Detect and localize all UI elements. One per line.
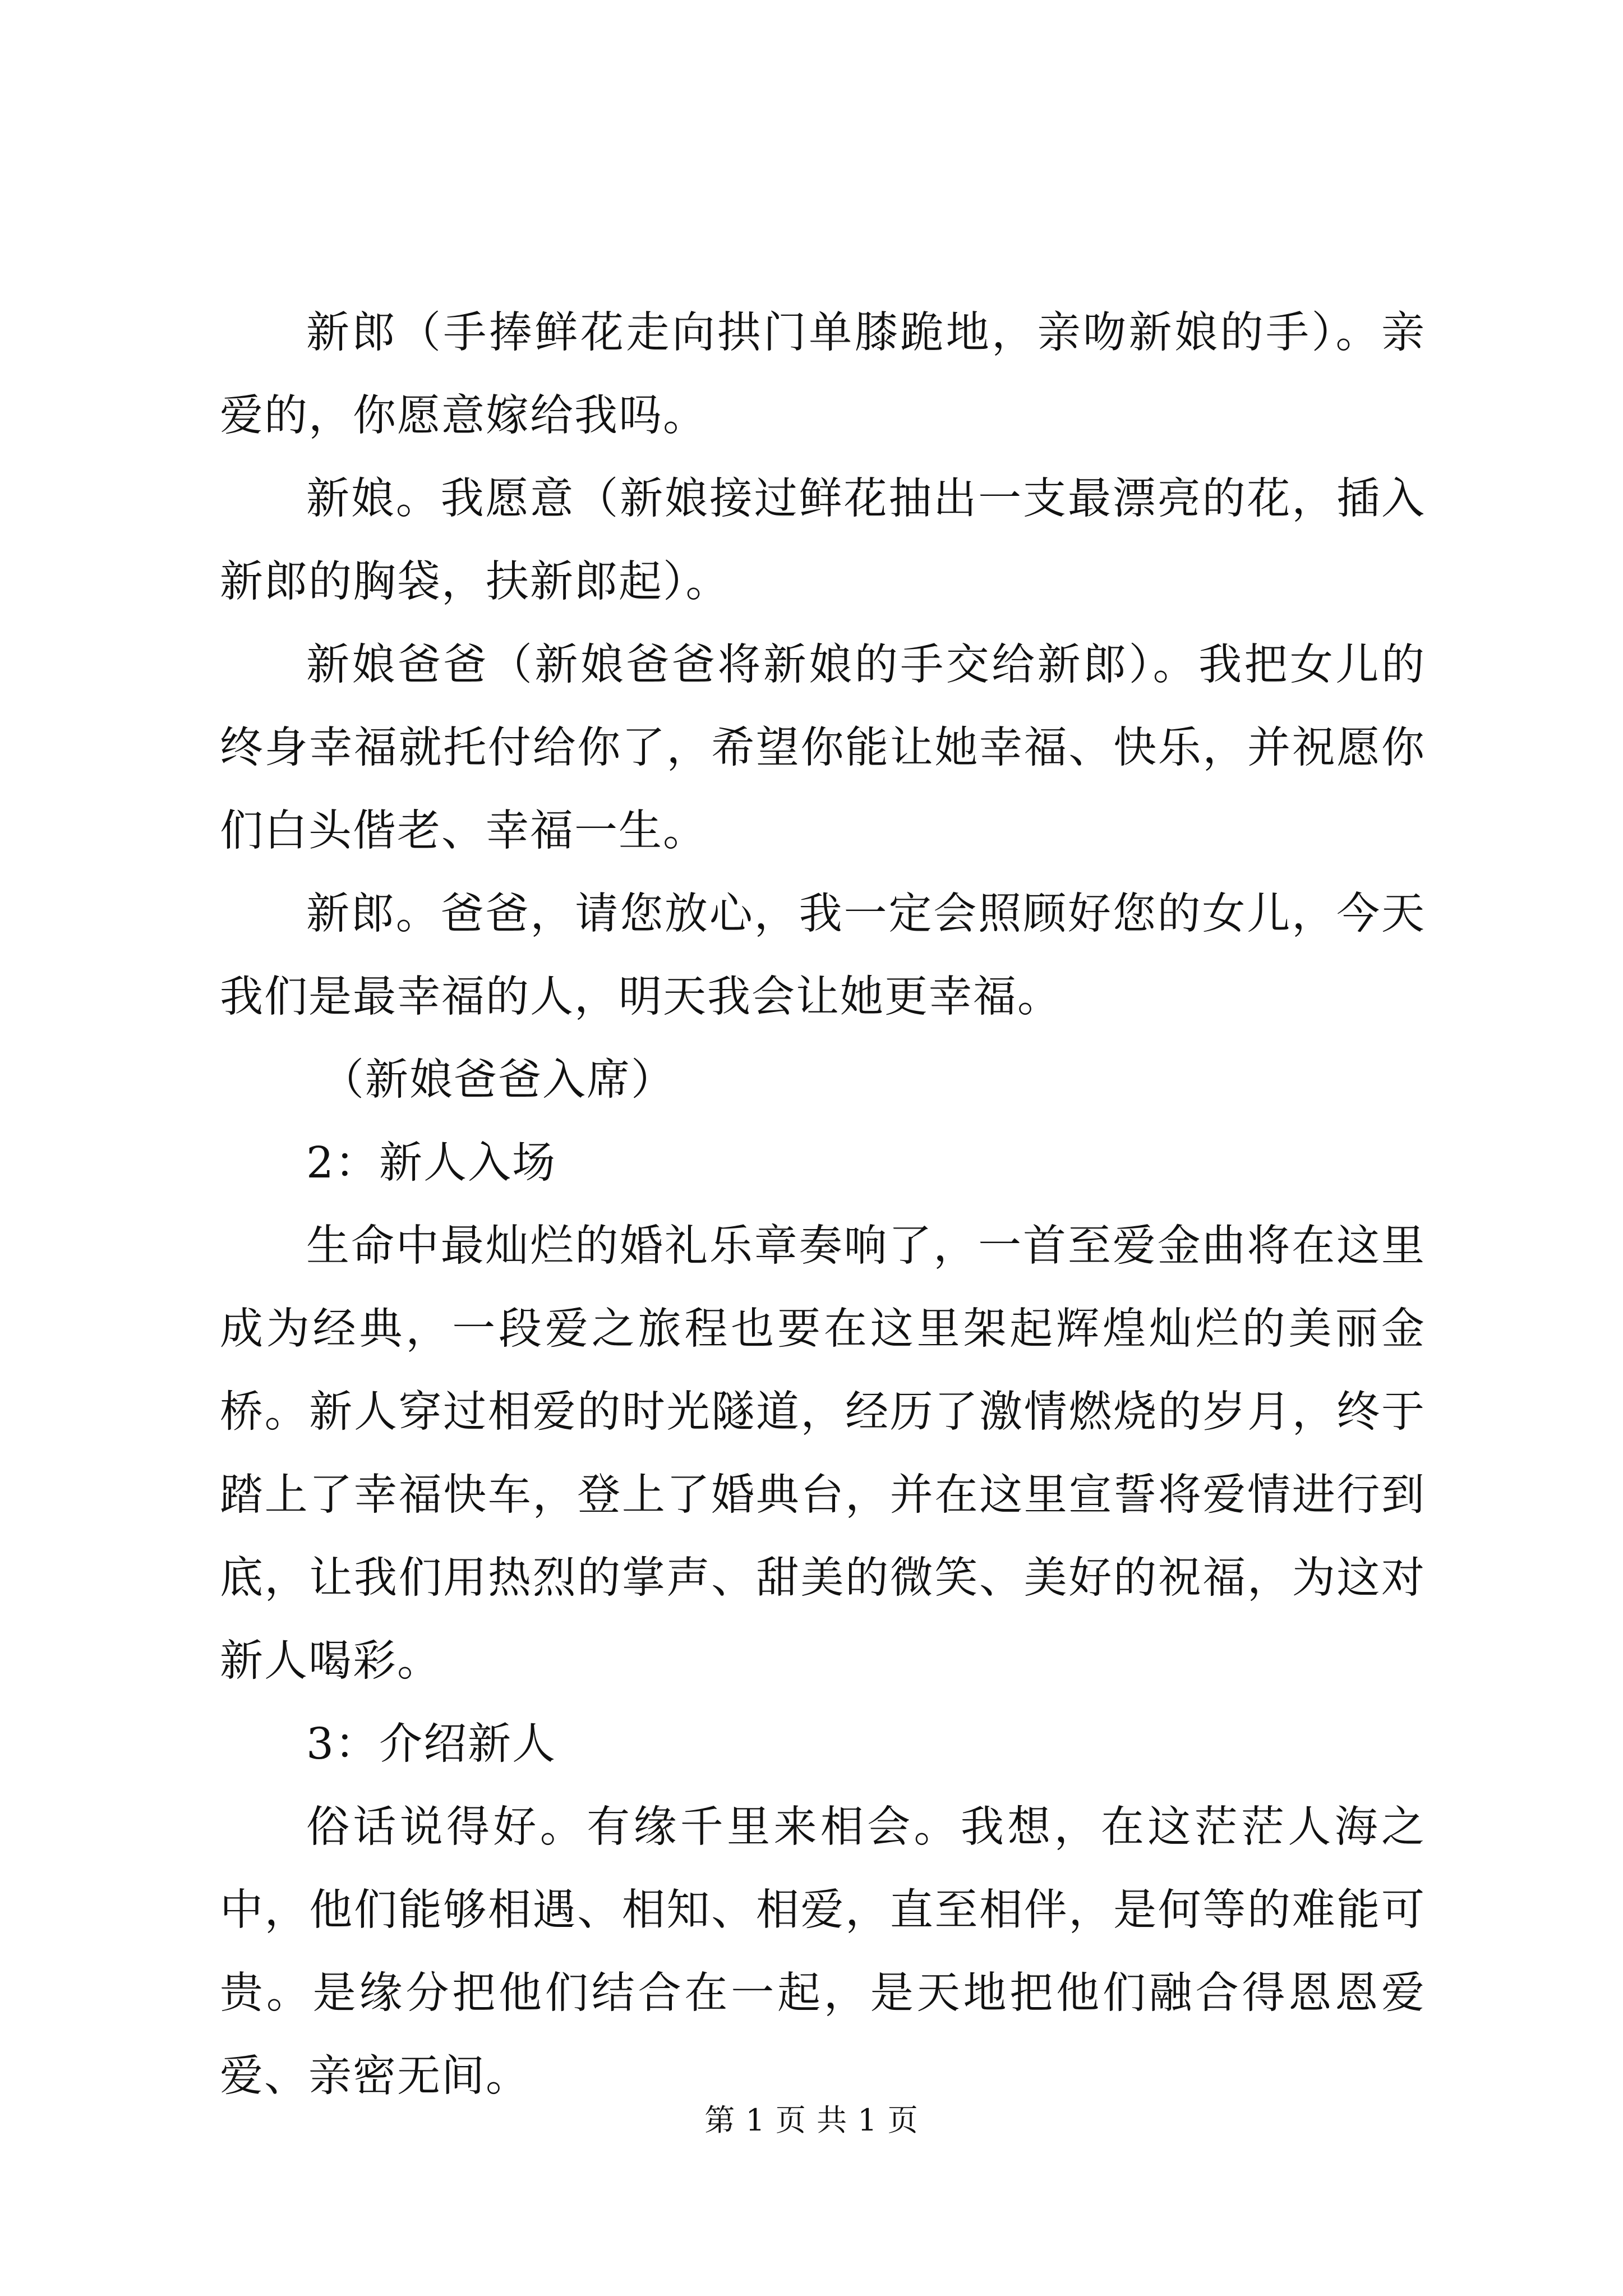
paragraph-introduction: 俗话说得好。有缘千里来相会。我想，在这茫茫人海之中，他们能够相遇、相知、相爱，直至相伴，是何等的难能可贵。是缘分把他们结合在一起，是天地把他们融合得恩恩爱爱、亲密无间。: [220, 1802, 1426, 2101]
section-heading-entrance: 2：新人入场: [306, 1138, 556, 1188]
paragraph-groom-proposal: 新郎（手捧鲜花走向拱门单膝跪地，亲吻新娘的手）。亲爱的，你愿意嫁给我吗。: [220, 308, 1426, 441]
paragraph-groom-reply: 新郎。爸爸，请您放心，我一定会照顾好您的女儿，今天我们是最幸福的人，明天我会让她更幸福。: [220, 889, 1426, 1022]
paragraph-bride-answer: 新娘。我愿意（新娘接过鲜花抽出一支最漂亮的花，插入新郎的胸袋，扶新郎起）。: [220, 474, 1426, 607]
stage-direction: （新娘爸爸入席）: [321, 1055, 675, 1105]
page-number-footer: 第 1 页 共 1 页: [704, 2102, 919, 2138]
paragraph-bride-father: 新娘爸爸（新娘爸爸将新娘的手交给新郎）。我把女儿的终身幸福就托付给你了，希望你能让她幸福、快乐，并祝愿你们白头偕老、幸福一生。: [220, 640, 1426, 856]
document-body: [220, 292, 1426, 2118]
paragraph-entrance: 生命中最灿烂的婚礼乐章奏响了，一首至爱金曲将在这里成为经典，一段爱之旅程也要在这里架起辉煌灿烂的美丽金桥。新人穿过相爱的时光隧道，经历了激情燃烧的岁月，终于踏上了幸福快车，登上了婚典台，并在这里宣誓将爱情进行到底，让我们用热烈的掌声、甜美的微笑、美好的祝福，为这对新人喝彩。: [220, 1221, 1426, 1686]
section-heading-introduction: 3：介绍新人: [306, 1719, 556, 1769]
